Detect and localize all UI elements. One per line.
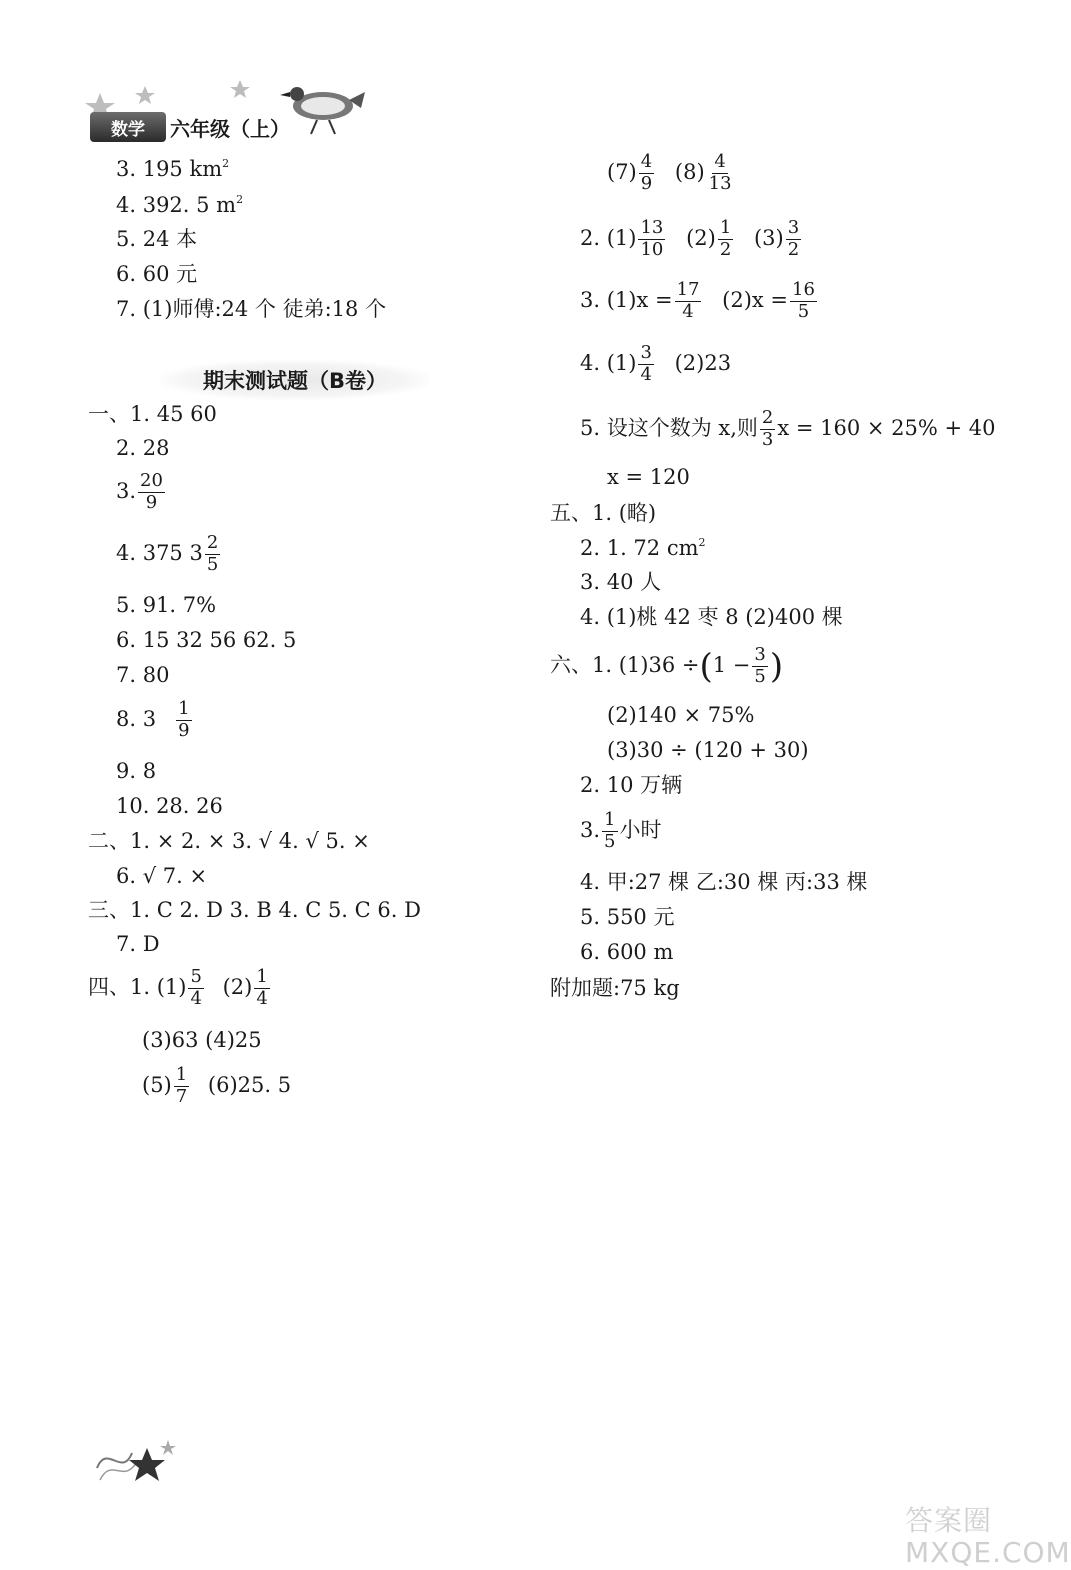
answer-line: 7. D — [116, 932, 160, 956]
answer-line: 7. 80 — [116, 663, 170, 687]
answer-line: (5) $\frac{1}{7}$ (6)25. 5 — [142, 1064, 292, 1107]
answer-line: 6. 60 元 — [116, 262, 198, 286]
answer-line: 9. 8 — [116, 759, 157, 783]
answer-line: 二、1. × 2. × 3. √ 4. √ 5. × — [88, 829, 370, 853]
answer-line: 六、1. (1)36 ÷(1 − $\frac{3}{5}$ ) — [550, 644, 784, 687]
footer-star-icon — [92, 1438, 182, 1490]
answer-line: 2. 1. 72 $cm^2$ — [580, 536, 706, 560]
answer-line: 5. 91. 7% — [116, 593, 217, 617]
answer-line: x = 120 — [607, 465, 690, 489]
answer-line: 3. $\frac{20}{9}$ — [116, 470, 163, 513]
grade-label: 六年级（上） — [170, 117, 290, 141]
answer-line: 8. 3 $\frac{1}{9}$ — [116, 698, 190, 741]
answer-line: 3. $\frac{1}{5}$ 小时 — [580, 809, 662, 852]
fraction: $\frac{17}{4}$ — [676, 279, 700, 322]
answer-line: 2. 10 万辆 — [580, 773, 683, 797]
answer-line: (3)30 ÷ (120 + 30) — [607, 738, 809, 762]
fraction: $\frac{5}{4}$ — [190, 966, 202, 1009]
answer-line: (2)140 × 75% — [607, 703, 755, 727]
fraction: $\frac{4}{13}$ — [708, 151, 732, 194]
fraction: $\frac{16}{5}$ — [792, 279, 815, 322]
answer-line: 4. 392. 5 $m^2$ — [116, 193, 244, 217]
answer-line: 10. 28. 26 — [116, 794, 223, 818]
fraction: $\frac{4}{9}$ — [640, 151, 653, 194]
section-title: 期末测试题（B卷） — [160, 360, 430, 400]
answer-line: 6. 600 m — [580, 940, 674, 964]
answer-line: 6. 15 32 56 62. 5 — [116, 628, 297, 652]
answer-line: 4. (1)桃 42 枣 8 (2)400 棵 — [580, 605, 843, 629]
answer-line: 3. (1)x = $\frac{17}{4}$ (2)x = $\frac{16}{5}$ — [580, 279, 815, 322]
bird-icon — [280, 87, 365, 134]
answer-line: 5. 设这个数为 x,则 $\frac{2}{3}$ x = 160 × 25% + 40 — [580, 407, 996, 450]
answer-line: 7. (1)师傅:24 个 徒弟:18 个 — [116, 297, 387, 321]
answer-line: 一、1. 45 60 — [88, 402, 217, 426]
answer-line: 3. 195 $km^2$ — [116, 157, 230, 181]
answer-line: 附加题:75 kg — [550, 976, 680, 1000]
answer-line: 5. 24 本 — [116, 227, 198, 251]
fraction: $\frac{20}{9}$ — [140, 470, 163, 513]
watermark: 答案圈 MXQE.COM — [905, 1504, 1071, 1570]
answer-line: 五、1. (略) — [550, 501, 657, 525]
answer-line: (7) $\frac{4}{9}$ (8) $\frac{4}{13}$ — [607, 151, 732, 194]
fraction: $\frac{1}{9}$ — [178, 698, 190, 741]
fraction: $\frac{2}{5}$ — [206, 532, 219, 575]
answer-line: (3)63 (4)25 — [142, 1028, 262, 1052]
fraction: $\frac{3}{4}$ — [640, 342, 652, 385]
answer-line: 2. (1) $\frac{13}{10}$ (2) $\frac{1}{2}$ (3) $\frac{3}{2}$ — [580, 217, 800, 260]
fraction: $\frac{1}{2}$ — [719, 217, 732, 260]
answer-line: 4. 甲:27 棵 乙:30 棵 丙:33 棵 — [580, 870, 868, 894]
fraction: $\frac{1}{4}$ — [256, 966, 268, 1009]
answer-line: 2. 28 — [116, 436, 170, 460]
answer-line: 5. 550 元 — [580, 905, 675, 929]
answer-line: 4. (1) $\frac{3}{4}$ (2)23 — [580, 342, 732, 385]
fraction: $\frac{2}{3}$ — [761, 407, 774, 450]
answer-line: 4. 375 3 $\frac{2}{5}$ — [116, 532, 219, 575]
fraction: $\frac{1}{7}$ — [175, 1064, 188, 1107]
fraction: $\frac{3}{5}$ — [754, 644, 766, 687]
subject-badge: 数学 — [90, 112, 166, 142]
answer-line: 6. √ 7. × — [116, 864, 208, 888]
answer-line: 三、1. C 2. D 3. B 4. C 5. C 6. D — [88, 898, 421, 922]
fraction: $\frac{3}{2}$ — [787, 217, 800, 260]
fraction: $\frac{13}{10}$ — [640, 217, 664, 260]
answer-line: 四、1. (1) $\frac{5}{4}$ (2) $\frac{1}{4}$ — [88, 966, 268, 1009]
answer-line: 3. 40 人 — [580, 570, 662, 594]
fraction: $\frac{1}{5}$ — [604, 809, 616, 852]
